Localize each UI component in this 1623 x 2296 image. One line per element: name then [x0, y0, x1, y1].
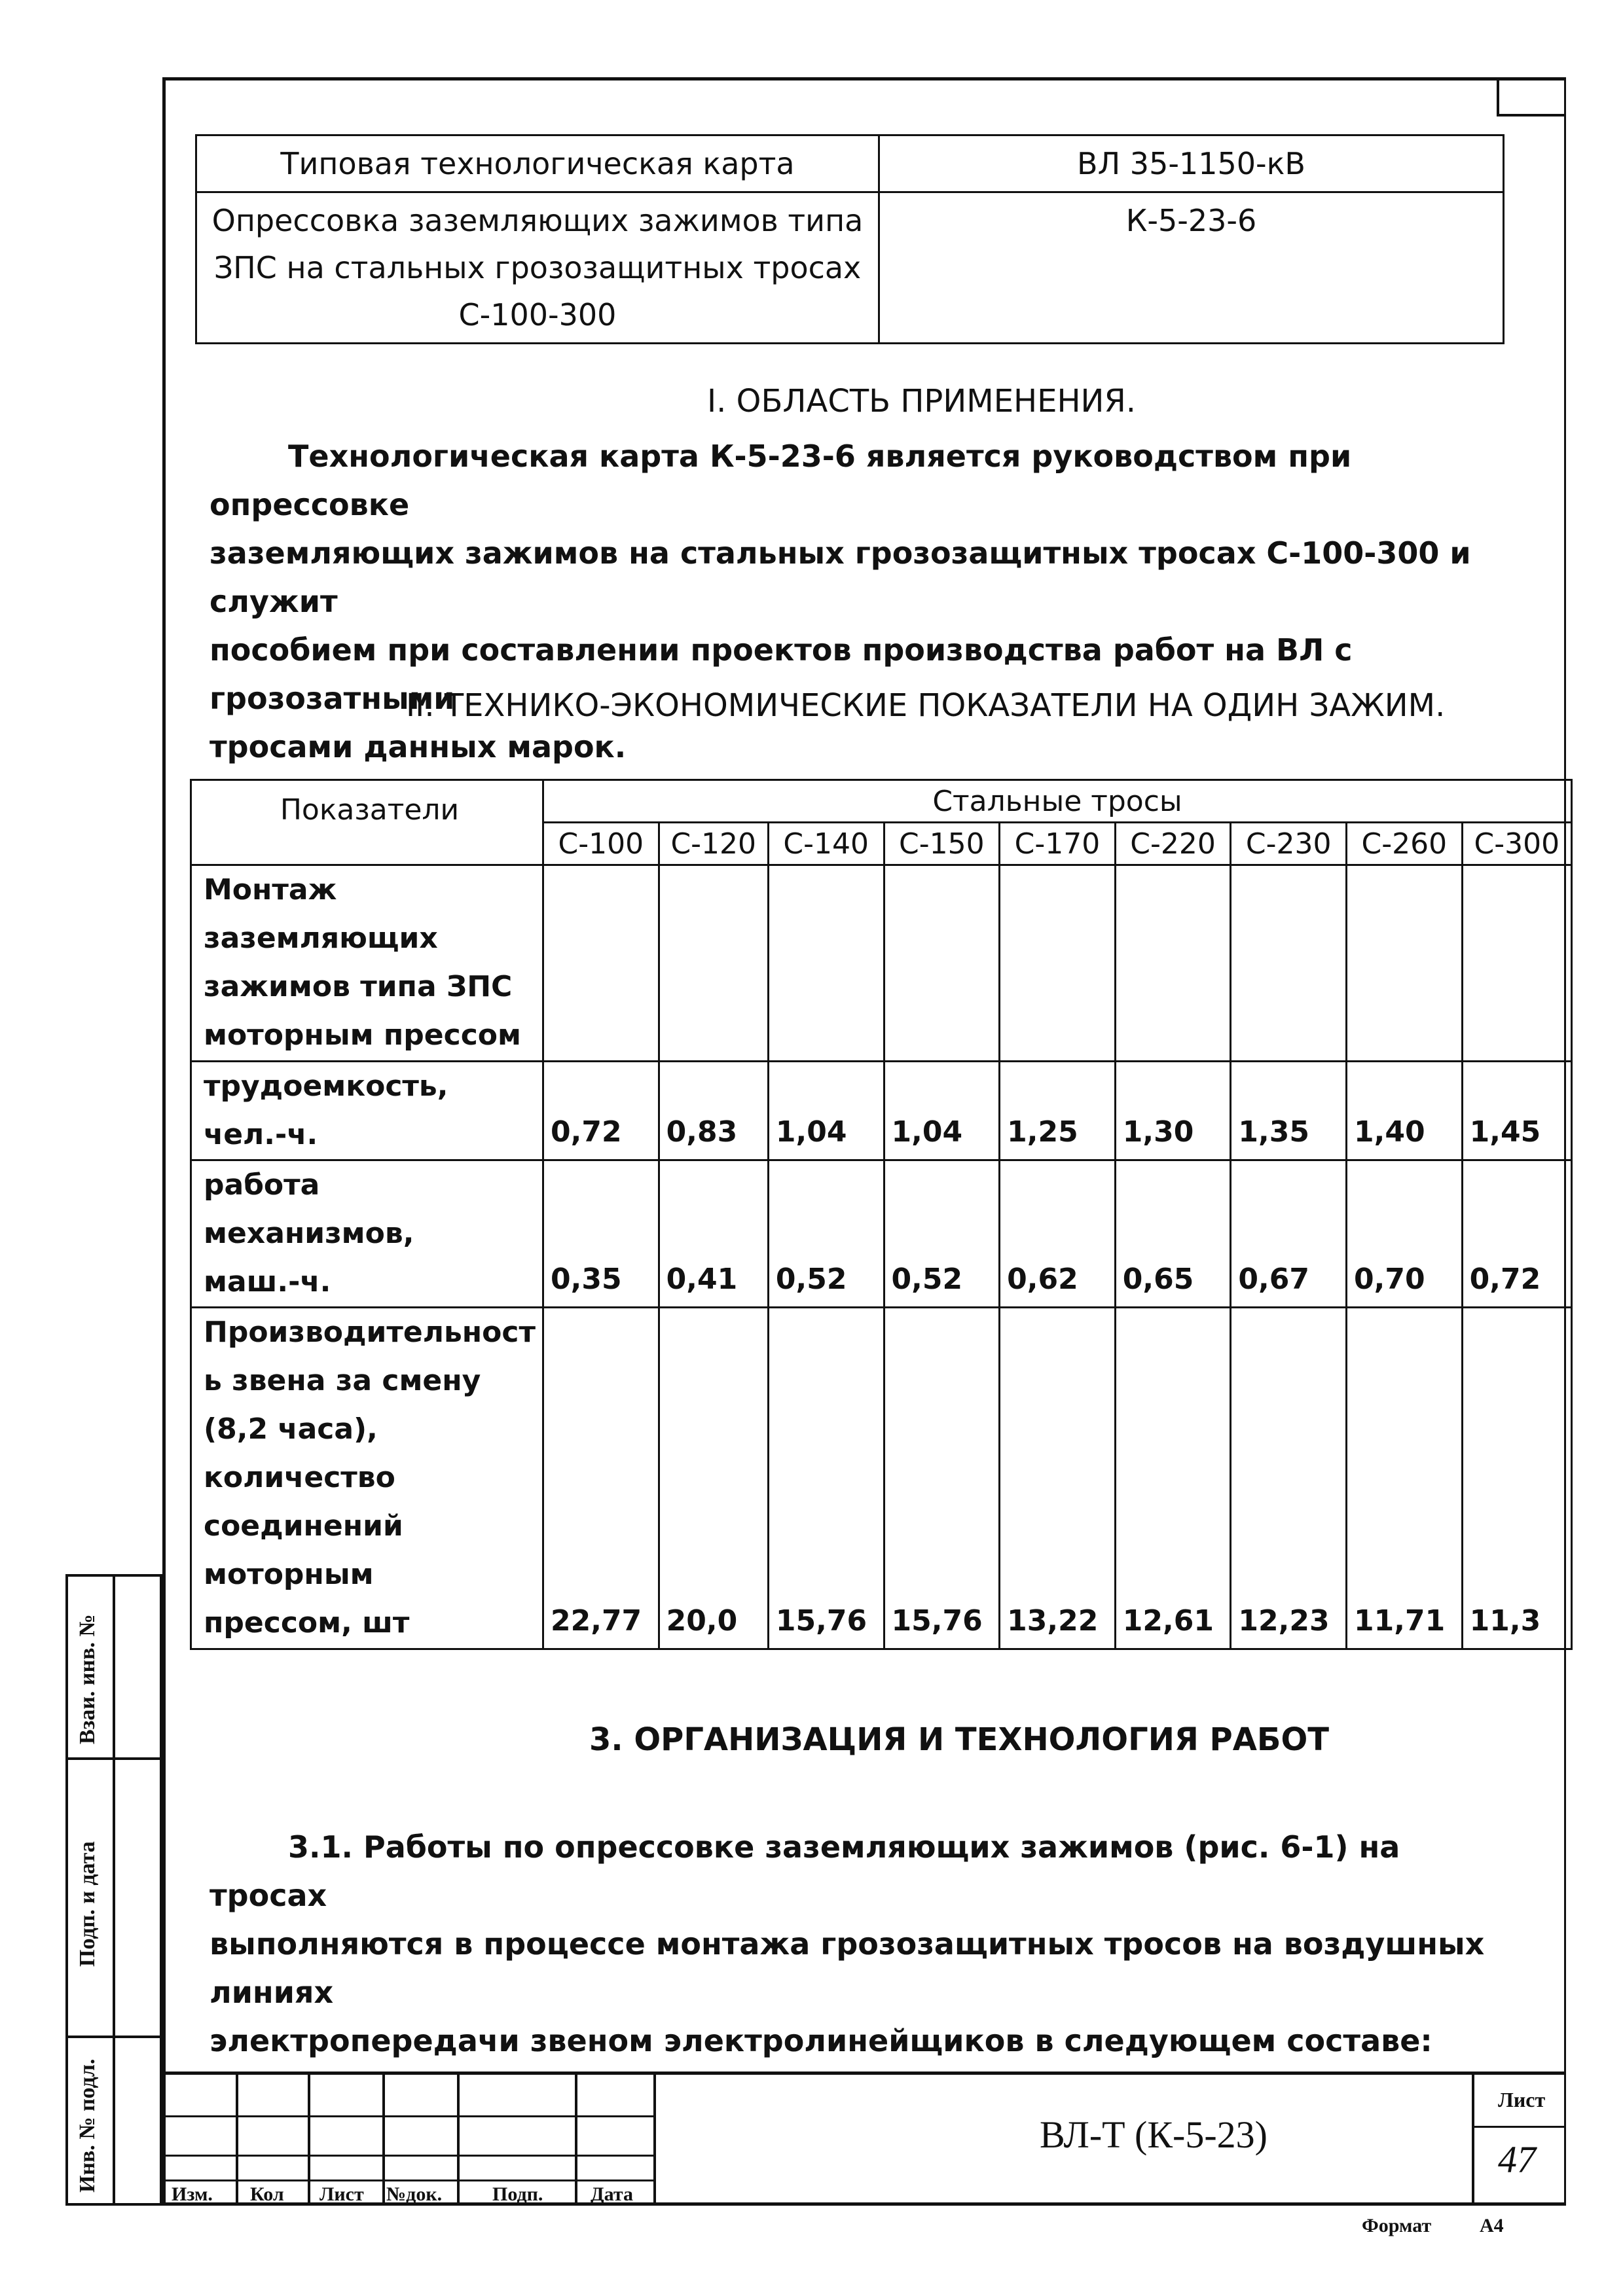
table-row: [191, 1160, 1572, 1308]
table-cell: 1,04: [884, 1062, 1000, 1160]
col-signature: Подп.: [492, 2183, 543, 2205]
paragraph-line: электропередачи звеном электролинейщиков в следующем составе:: [210, 2023, 1432, 2058]
title-block-rule: [382, 2075, 385, 2206]
header-table: [195, 134, 1504, 344]
title-block-rule: [457, 2075, 460, 2206]
title-block-rule: [308, 2075, 310, 2206]
card-type: Типовая технологическая карта: [196, 135, 879, 192]
table-cell: 0,52: [884, 1160, 1000, 1308]
table-cell: [768, 865, 884, 1062]
title-block: [162, 2072, 1566, 2206]
document-code: ВЛ-Т (К-5-23): [1040, 2113, 1267, 2156]
side-label-inv-original: Инв. № подл.: [75, 2058, 100, 2193]
sheet-label: Лист: [1498, 2088, 1546, 2111]
side-label-interchange-inv: Взаи. инв. №: [75, 1614, 100, 1744]
col-count: Кол: [250, 2183, 284, 2205]
section-2-title: II. ТЕХНИКО-ЭКОНОМИЧЕСКИЕ ПОКАЗАТЕЛИ НА ОДИН ЗАЖИМ.: [406, 687, 1446, 724]
table-cell: 1,25: [1000, 1062, 1116, 1160]
row-label: Монтаж заземляющих зажимов типа ЗПС моторным прессом: [191, 865, 543, 1062]
section-3-text: [210, 1823, 1512, 2065]
table-cell: 1,45: [1462, 1062, 1571, 1160]
column-header: С-170: [1000, 823, 1116, 865]
title-block-rule: [575, 2075, 577, 2206]
table-cell: 22,77: [543, 1308, 659, 1649]
table-cell: 1,04: [768, 1062, 884, 1160]
table-cell: [1115, 865, 1231, 1062]
card-subject-line: Опрессовка заземляющих зажимов типа: [211, 203, 864, 238]
table-row: [191, 865, 1572, 1062]
card-subject-line: С-100-300: [458, 297, 617, 332]
corner-stamp-box: [1497, 77, 1566, 117]
table-cell: [543, 865, 659, 1062]
row-label: трудоемкость, чел.-ч.: [191, 1062, 543, 1160]
table-row: [191, 1062, 1572, 1160]
table-cell: [1231, 865, 1347, 1062]
table-cell: [1000, 865, 1116, 1062]
table-cell: 15,76: [884, 1308, 1000, 1649]
table-cell: 0,83: [659, 1062, 768, 1160]
col-change: Изм.: [172, 2183, 213, 2205]
title-block-rule: [653, 2075, 656, 2206]
card-subject-line: ЗПС на стальных грозозащитных тросах: [213, 250, 862, 285]
table-cell: 0,35: [543, 1160, 659, 1308]
table-cell: 1,35: [1231, 1062, 1347, 1160]
paragraph-line: тросами данных марок.: [210, 729, 627, 764]
col-doc-no: №док.: [386, 2183, 443, 2205]
table-cell: 20,0: [659, 1308, 768, 1649]
table-cell: 1,40: [1347, 1062, 1463, 1160]
title-block-rule: [1472, 2075, 1474, 2206]
table-cell: 15,76: [768, 1308, 884, 1649]
column-header: С-220: [1115, 823, 1231, 865]
title-block-rule: [236, 2075, 238, 2206]
side-label-sign-date: Подп. и дата: [75, 1841, 100, 1967]
column-header: С-230: [1231, 823, 1347, 865]
row-label: работа механизмов, маш.-ч.: [191, 1160, 543, 1308]
side-stamp-divider: [113, 1574, 115, 2206]
table-cell: 0,72: [543, 1062, 659, 1160]
column-header: С-140: [768, 823, 884, 865]
table-cell: 0,67: [1231, 1160, 1347, 1308]
table-cell: 12,23: [1231, 1308, 1347, 1649]
line-class: ВЛ 35-1150-кВ: [879, 135, 1504, 192]
paragraph-line: Технологическая карта К-5-23-6 является руководством при опрессовке: [210, 439, 1352, 522]
column-header: С-260: [1347, 823, 1463, 865]
title-block-rule: [1472, 2126, 1566, 2128]
table-cell: [884, 865, 1000, 1062]
sheet-number: 47: [1498, 2138, 1536, 2181]
paragraph-line: 3.1. Работы по опрессовке заземляющих зажимов (рис. 6-1) на тросах: [210, 1829, 1400, 1913]
format-value: А4: [1480, 2215, 1504, 2236]
table-cell: [1462, 865, 1571, 1062]
column-header: С-100: [543, 823, 659, 865]
table-cell: [659, 865, 768, 1062]
table-cell: 0,65: [1115, 1160, 1231, 1308]
section-1-title: I. ОБЛАСТЬ ПРИМЕНЕНИЯ.: [707, 383, 1137, 420]
column-header: С-120: [659, 823, 768, 865]
table-cell: [1347, 865, 1463, 1062]
table-cell: 0,62: [1000, 1160, 1116, 1308]
paragraph-line: выполняются в процессе монтажа грозозащитных тросов на воздушных линиях: [210, 1926, 1485, 2010]
card-subject: [196, 192, 879, 344]
table-cell: 13,22: [1000, 1308, 1116, 1649]
row-label: Производительност ь звена за смену (8,2 часа), количество соединений моторным прессом, шт: [191, 1308, 543, 1649]
table-cell: 11,71: [1347, 1308, 1463, 1649]
table-cell: 0,41: [659, 1160, 768, 1308]
table-cell: 1,30: [1115, 1062, 1231, 1160]
table-cell: 0,72: [1462, 1160, 1571, 1308]
table-row: [191, 1308, 1572, 1649]
table-cell: 11,3: [1462, 1308, 1571, 1649]
format-label: Формат: [1362, 2215, 1432, 2236]
column-header: С-150: [884, 823, 1000, 865]
column-header: С-300: [1462, 823, 1571, 865]
table-cell: 12,61: [1115, 1308, 1231, 1649]
table-cell: 0,70: [1347, 1160, 1463, 1308]
indicators-table: [190, 779, 1573, 1650]
steel-cables-header: Стальные тросы: [543, 780, 1572, 823]
col-sheet: Лист: [319, 2183, 364, 2205]
section-3-title: 3. ОРГАНИЗАЦИЯ И ТЕХНОЛОГИЯ РАБОТ: [589, 1721, 1329, 1758]
paragraph-line: пособием при составлении проектов производства работ на ВЛ с грозозатными: [210, 632, 1353, 716]
card-code: К-5-23-6: [879, 192, 1504, 344]
table-cell: 0,52: [768, 1160, 884, 1308]
paragraph-line: заземляющих зажимов на стальных грозозащитных тросах С-100-300 и служит: [210, 535, 1471, 619]
col-date: Дата: [591, 2183, 633, 2205]
indicators-header: Показатели: [191, 780, 543, 865]
